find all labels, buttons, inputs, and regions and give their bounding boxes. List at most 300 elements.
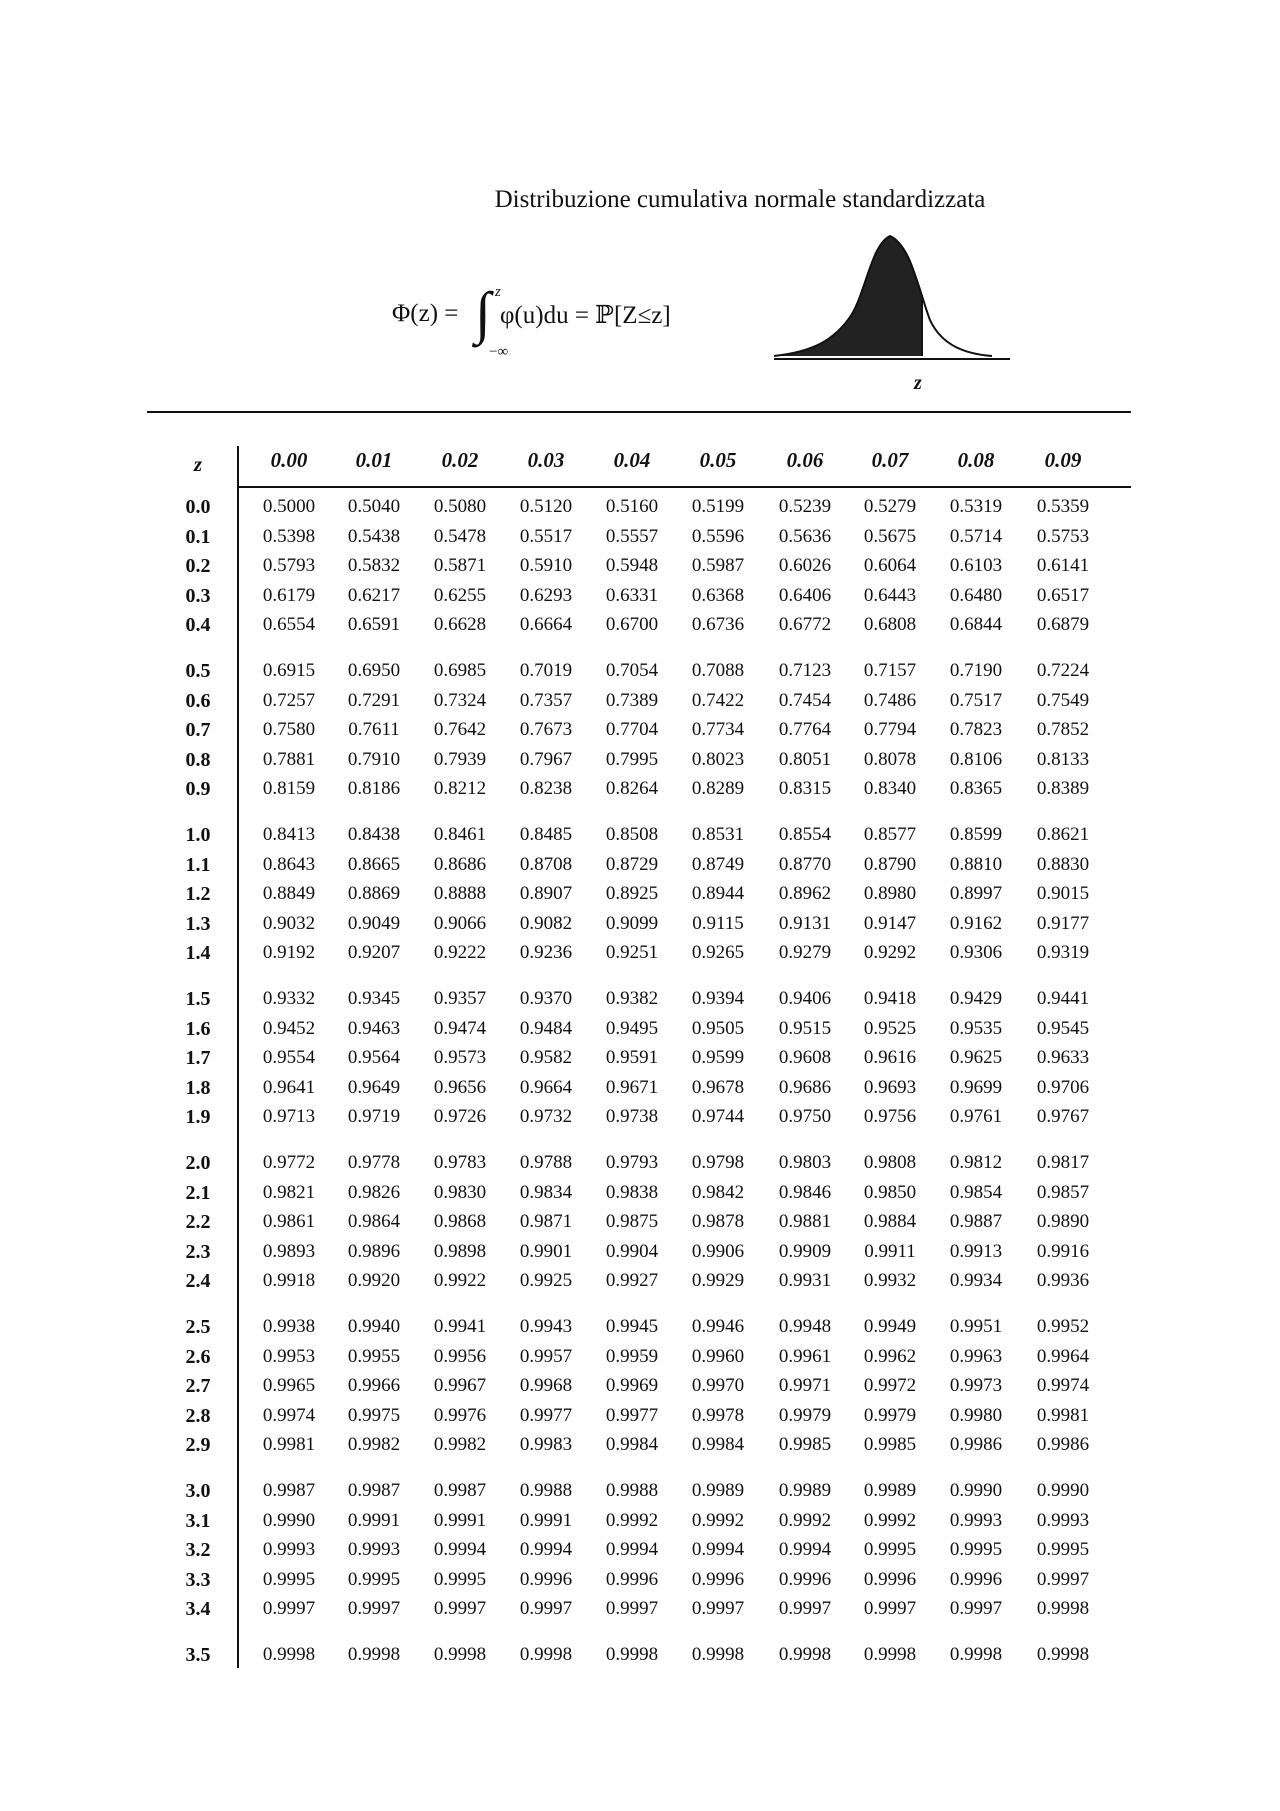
probability-cell: 0.9966: [347, 1375, 401, 1397]
z-value-cell: 1.4: [185, 942, 211, 965]
probability-cell: 0.9761: [949, 1106, 1003, 1128]
probability-cell: 0.7486: [863, 689, 917, 711]
probability-cell: 0.9997: [691, 1598, 745, 1620]
probability-cell: 0.9994: [605, 1539, 659, 1561]
probability-cell: 0.9994: [433, 1539, 487, 1561]
probability-cell: 0.9934: [949, 1270, 1003, 1292]
probability-cell: 0.9981: [262, 1434, 316, 1456]
probability-cell: 0.9980: [949, 1404, 1003, 1426]
probability-cell: 0.6443: [863, 584, 917, 606]
probability-cell: 0.9993: [1036, 1509, 1090, 1531]
probability-cell: 0.5319: [949, 496, 1003, 517]
probability-cell: 0.9015: [1036, 883, 1090, 905]
probability-cell: 0.7422: [691, 689, 745, 711]
probability-cell: 0.9995: [1036, 1539, 1090, 1561]
probability-cell: 0.9982: [433, 1434, 487, 1456]
z-value-cell: 0.5: [185, 660, 211, 682]
z-value-cell: 2.6: [185, 1345, 211, 1368]
probability-cell: 0.9995: [863, 1539, 917, 1561]
z-value-cell: 1.1: [185, 853, 211, 876]
z-value-cell: 0.0: [185, 496, 211, 518]
probability-cell: 0.9719: [347, 1106, 401, 1128]
probability-cell: 0.9656: [433, 1076, 487, 1098]
probability-cell: 0.8554: [778, 824, 832, 845]
probability-cell: 0.9306: [949, 942, 1003, 964]
probability-cell: 0.6368: [691, 584, 745, 606]
probability-cell: 0.9898: [433, 1240, 487, 1262]
probability-cell: 0.9983: [519, 1434, 573, 1456]
probability-cell: 0.7324: [433, 689, 487, 711]
probability-cell: 0.7157: [863, 660, 917, 681]
probability-cell: 0.5239: [778, 496, 832, 517]
probability-cell: 0.7764: [778, 719, 832, 741]
probability-cell: 0.9192: [262, 942, 316, 964]
z-value-cell: 1.0: [185, 824, 211, 846]
z-value-cell: 3.3: [185, 1568, 211, 1591]
probability-cell: 0.9319: [1036, 942, 1090, 964]
probability-cell: 0.7734: [691, 719, 745, 741]
probability-cell: 0.9608: [778, 1047, 832, 1069]
probability-cell: 0.7291: [347, 689, 401, 711]
probability-cell: 0.9131: [778, 912, 832, 934]
probability-cell: 0.9875: [605, 1211, 659, 1233]
probability-cell: 0.7910: [347, 748, 401, 770]
z-column-header: z: [193, 452, 203, 476]
probability-cell: 0.9970: [691, 1375, 745, 1397]
formula-integrand: φ(u)du = ℙ[Z≤z]: [500, 302, 671, 329]
probability-cell: 0.9997: [1036, 1568, 1090, 1590]
probability-cell: 0.8599: [949, 824, 1003, 845]
probability-cell: 0.8485: [519, 824, 573, 845]
probability-cell: 0.9988: [605, 1480, 659, 1501]
probability-cell: 0.7357: [519, 689, 573, 711]
probability-cell: 0.7967: [519, 748, 573, 770]
probability-cell: 0.9591: [605, 1047, 659, 1069]
probability-cell: 0.9951: [949, 1316, 1003, 1337]
probability-cell: 0.6591: [347, 614, 401, 636]
probability-cell: 0.7054: [605, 660, 659, 681]
z-value-cell: 0.3: [185, 584, 211, 607]
probability-cell: 0.9726: [433, 1106, 487, 1128]
z-value-cell: 1.9: [185, 1106, 211, 1129]
curve-z-label: z: [914, 372, 922, 394]
probability-cell: 0.8997: [949, 883, 1003, 905]
probability-cell: 0.9992: [605, 1509, 659, 1531]
probability-cell: 0.9887: [949, 1211, 1003, 1233]
probability-cell: 0.9953: [262, 1345, 316, 1367]
probability-cell: 0.9996: [863, 1568, 917, 1590]
probability-cell: 0.9985: [863, 1434, 917, 1456]
probability-cell: 0.5793: [262, 555, 316, 577]
probability-cell: 0.6736: [691, 614, 745, 636]
column-header: 0.02: [441, 448, 479, 472]
probability-cell: 0.9767: [1036, 1106, 1090, 1128]
table-top-rule: [147, 411, 1131, 413]
probability-cell: 0.8078: [863, 748, 917, 770]
probability-cell: 0.9969: [605, 1375, 659, 1397]
probability-cell: 0.9850: [863, 1181, 917, 1203]
probability-cell: 0.9998: [262, 1644, 316, 1665]
probability-cell: 0.8051: [778, 748, 832, 770]
probability-cell: 0.9441: [1036, 988, 1090, 1009]
probability-cell: 0.9920: [347, 1270, 401, 1292]
probability-cell: 0.8159: [262, 778, 316, 800]
probability-cell: 0.9946: [691, 1316, 745, 1337]
probability-cell: 0.9987: [347, 1480, 401, 1501]
probability-cell: 0.9573: [433, 1047, 487, 1069]
probability-cell: 0.9842: [691, 1181, 745, 1203]
probability-cell: 0.9995: [347, 1568, 401, 1590]
z-value-cell: 3.2: [185, 1539, 211, 1562]
probability-cell: 0.6915: [262, 660, 316, 681]
probability-cell: 0.8729: [605, 853, 659, 875]
probability-cell: 0.9931: [778, 1270, 832, 1292]
probability-cell: 0.9927: [605, 1270, 659, 1292]
probability-cell: 0.9452: [262, 1017, 316, 1039]
probability-cell: 0.5080: [433, 496, 487, 517]
probability-cell: 0.9788: [519, 1152, 573, 1173]
probability-cell: 0.7852: [1036, 719, 1090, 741]
probability-cell: 0.8686: [433, 853, 487, 875]
probability-cell: 0.9793: [605, 1152, 659, 1173]
column-header: 0.05: [699, 448, 737, 472]
probability-cell: 0.9641: [262, 1076, 316, 1098]
probability-cell: 0.8708: [519, 853, 573, 875]
probability-cell: 0.9998: [1036, 1644, 1090, 1665]
probability-cell: 0.9979: [778, 1404, 832, 1426]
probability-cell: 0.9633: [1036, 1047, 1090, 1069]
probability-cell: 0.7881: [262, 748, 316, 770]
probability-cell: 0.9996: [519, 1568, 573, 1590]
probability-cell: 0.9973: [949, 1375, 1003, 1397]
probability-cell: 0.9992: [778, 1509, 832, 1531]
probability-cell: 0.5596: [691, 525, 745, 547]
page-title: Distribuzione cumulativa normale standardizzata: [494, 186, 986, 213]
probability-cell: 0.9998: [1036, 1598, 1090, 1620]
probability-cell: 0.9525: [863, 1017, 917, 1039]
probability-cell: 0.9429: [949, 988, 1003, 1009]
probability-cell: 0.9678: [691, 1076, 745, 1098]
probability-cell: 0.9332: [262, 988, 316, 1009]
probability-cell: 0.7794: [863, 719, 917, 741]
probability-cell: 0.8289: [691, 778, 745, 800]
z-value-cell: 2.1: [185, 1181, 211, 1204]
probability-cell: 0.9693: [863, 1076, 917, 1098]
probability-cell: 0.9798: [691, 1152, 745, 1173]
probability-cell: 0.9916: [1036, 1240, 1090, 1262]
probability-cell: 0.9868: [433, 1211, 487, 1233]
probability-cell: 0.9956: [433, 1345, 487, 1367]
probability-cell: 0.9922: [433, 1270, 487, 1292]
probability-cell: 0.6141: [1036, 555, 1090, 577]
probability-cell: 0.8577: [863, 824, 917, 845]
probability-cell: 0.9991: [347, 1509, 401, 1531]
probability-cell: 0.9959: [605, 1345, 659, 1367]
probability-cell: 0.9918: [262, 1270, 316, 1292]
probability-cell: 0.7995: [605, 748, 659, 770]
probability-cell: 0.8413: [262, 824, 316, 845]
probability-cell: 0.9987: [262, 1480, 316, 1501]
probability-cell: 0.9671: [605, 1076, 659, 1098]
probability-cell: 0.9967: [433, 1375, 487, 1397]
probability-cell: 0.9998: [863, 1644, 917, 1665]
probability-cell: 0.9996: [778, 1568, 832, 1590]
z-value-cell: 2.7: [185, 1375, 211, 1398]
probability-cell: 0.9147: [863, 912, 917, 934]
probability-cell: 0.9991: [433, 1509, 487, 1531]
z-value-cell: 1.3: [185, 912, 211, 935]
probability-cell: 0.9854: [949, 1181, 1003, 1203]
probability-cell: 0.9808: [863, 1152, 917, 1173]
probability-cell: 0.9979: [863, 1404, 917, 1426]
probability-cell: 0.9997: [863, 1598, 917, 1620]
table-vertical-rule: [237, 446, 239, 1668]
shaded-area: [774, 236, 922, 356]
probability-cell: 0.9952: [1036, 1316, 1090, 1337]
probability-cell: 0.6480: [949, 584, 1003, 606]
probability-cell: 0.9989: [778, 1480, 832, 1501]
probability-cell: 0.8770: [778, 853, 832, 875]
probability-cell: 0.8340: [863, 778, 917, 800]
probability-cell: 0.9162: [949, 912, 1003, 934]
probability-cell: 0.6064: [863, 555, 917, 577]
probability-cell: 0.9821: [262, 1181, 316, 1203]
probability-cell: 0.9940: [347, 1316, 401, 1337]
probability-cell: 0.8106: [949, 748, 1003, 770]
probability-cell: 0.9625: [949, 1047, 1003, 1069]
probability-cell: 0.9545: [1036, 1017, 1090, 1039]
probability-cell: 0.7823: [949, 719, 1003, 741]
probability-cell: 0.8962: [778, 883, 832, 905]
probability-cell: 0.9732: [519, 1106, 573, 1128]
z-value-cell: 2.5: [185, 1316, 211, 1338]
probability-cell: 0.8869: [347, 883, 401, 905]
probability-cell: 0.6700: [605, 614, 659, 636]
probability-cell: 0.9961: [778, 1345, 832, 1367]
probability-cell: 0.9995: [949, 1539, 1003, 1561]
probability-cell: 0.9099: [605, 912, 659, 934]
probability-cell: 0.9992: [863, 1509, 917, 1531]
probability-cell: 0.5636: [778, 525, 832, 547]
probability-cell: 0.9982: [347, 1434, 401, 1456]
probability-cell: 0.9998: [691, 1644, 745, 1665]
probability-cell: 0.7517: [949, 689, 1003, 711]
probability-cell: 0.6664: [519, 614, 573, 636]
z-value-cell: 3.1: [185, 1509, 211, 1532]
probability-cell: 0.9995: [433, 1568, 487, 1590]
probability-cell: 0.9803: [778, 1152, 832, 1173]
probability-cell: 0.7673: [519, 719, 573, 741]
probability-cell: 0.9977: [605, 1404, 659, 1426]
probability-cell: 0.6179: [262, 584, 316, 606]
probability-cell: 0.9664: [519, 1076, 573, 1098]
probability-cell: 0.5279: [863, 496, 917, 517]
probability-cell: 0.9857: [1036, 1181, 1090, 1203]
probability-cell: 0.7580: [262, 719, 316, 741]
probability-cell: 0.5910: [519, 555, 573, 577]
table-header-rule: [237, 486, 1131, 488]
integral-upper-limit: z: [495, 284, 501, 300]
probability-cell: 0.8531: [691, 824, 745, 845]
probability-cell: 0.9998: [778, 1644, 832, 1665]
z-value-cell: 3.0: [185, 1480, 211, 1502]
z-value-cell: 0.7: [185, 719, 211, 742]
probability-cell: 0.9988: [519, 1480, 573, 1501]
probability-cell: 0.9997: [778, 1598, 832, 1620]
probability-cell: 0.9846: [778, 1181, 832, 1203]
z-value-cell: 0.6: [185, 689, 211, 712]
probability-cell: 0.9909: [778, 1240, 832, 1262]
probability-cell: 0.5160: [605, 496, 659, 517]
probability-cell: 0.6331: [605, 584, 659, 606]
cdf-formula: [392, 262, 712, 362]
probability-cell: 0.8810: [949, 853, 1003, 875]
probability-cell: 0.6985: [433, 660, 487, 681]
probability-cell: 0.8749: [691, 853, 745, 875]
probability-cell: 0.9906: [691, 1240, 745, 1262]
probability-cell: 0.9997: [949, 1598, 1003, 1620]
probability-cell: 0.9996: [949, 1568, 1003, 1590]
probability-cell: 0.9032: [262, 912, 316, 934]
probability-cell: 0.9890: [1036, 1211, 1090, 1233]
probability-cell: 0.9279: [778, 942, 832, 964]
probability-cell: 0.7704: [605, 719, 659, 741]
probability-cell: 0.9968: [519, 1375, 573, 1397]
probability-cell: 0.6879: [1036, 614, 1090, 636]
probability-cell: 0.9357: [433, 988, 487, 1009]
probability-cell: 0.5398: [262, 525, 316, 547]
probability-cell: 0.9991: [519, 1509, 573, 1531]
probability-cell: 0.9984: [605, 1434, 659, 1456]
probability-cell: 0.9971: [778, 1375, 832, 1397]
probability-cell: 0.9998: [949, 1644, 1003, 1665]
probability-cell: 0.8315: [778, 778, 832, 800]
probability-cell: 0.8925: [605, 883, 659, 905]
probability-cell: 0.6406: [778, 584, 832, 606]
z-value-cell: 3.4: [185, 1598, 211, 1621]
probability-cell: 0.9082: [519, 912, 573, 934]
probability-cell: 0.7549: [1036, 689, 1090, 711]
probability-cell: 0.9977: [519, 1404, 573, 1426]
probability-cell: 0.8212: [433, 778, 487, 800]
probability-cell: 0.9772: [262, 1152, 316, 1173]
probability-cell: 0.9974: [1036, 1375, 1090, 1397]
z-value-cell: 1.2: [185, 883, 211, 906]
probability-cell: 0.5948: [605, 555, 659, 577]
probability-cell: 0.8665: [347, 853, 401, 875]
probability-cell: 0.9778: [347, 1152, 401, 1173]
column-header: 0.09: [1044, 448, 1082, 472]
probability-cell: 0.9948: [778, 1316, 832, 1337]
probability-cell: 0.5871: [433, 555, 487, 577]
z-value-cell: 1.6: [185, 1017, 211, 1040]
probability-cell: 0.9989: [863, 1480, 917, 1501]
probability-cell: 0.9115: [692, 912, 744, 934]
probability-cell: 0.5478: [433, 525, 487, 547]
probability-cell: 0.5517: [519, 525, 573, 547]
probability-cell: 0.9990: [1036, 1480, 1090, 1501]
probability-cell: 0.9505: [691, 1017, 745, 1039]
probability-cell: 0.6026: [778, 555, 832, 577]
z-value-cell: 2.8: [185, 1404, 211, 1427]
probability-cell: 0.5714: [949, 525, 1003, 547]
probability-cell: 0.6255: [433, 584, 487, 606]
probability-cell: 0.8438: [347, 824, 401, 845]
probability-cell: 0.9616: [863, 1047, 917, 1069]
probability-cell: 0.8023: [691, 748, 745, 770]
probability-cell: 0.9925: [519, 1270, 573, 1292]
probability-cell: 0.7611: [348, 719, 400, 741]
probability-cell: 0.9932: [863, 1270, 917, 1292]
column-header: 0.06: [786, 448, 824, 472]
probability-cell: 0.9370: [519, 988, 573, 1009]
probability-cell: 0.9989: [691, 1480, 745, 1501]
probability-cell: 0.8830: [1036, 853, 1090, 875]
column-header: 0.01: [355, 448, 393, 472]
integral-lower-limit: −∞: [489, 344, 509, 360]
probability-cell: 0.9463: [347, 1017, 401, 1039]
probability-cell: 0.9997: [519, 1598, 573, 1620]
probability-cell: 0.7123: [778, 660, 832, 681]
probability-cell: 0.9993: [949, 1509, 1003, 1531]
probability-cell: 0.9495: [605, 1017, 659, 1039]
z-value-cell: 1.5: [185, 988, 211, 1010]
probability-cell: 0.8186: [347, 778, 401, 800]
probability-cell: 0.9949: [863, 1316, 917, 1337]
probability-cell: 0.6293: [519, 584, 573, 606]
probability-cell: 0.9345: [347, 988, 401, 1009]
probability-cell: 0.8389: [1036, 778, 1090, 800]
probability-cell: 0.7454: [778, 689, 832, 711]
probability-cell: 0.9049: [347, 912, 401, 934]
probability-cell: 0.5040: [347, 496, 401, 517]
probability-cell: 0.7257: [262, 689, 316, 711]
probability-cell: 0.9881: [778, 1211, 832, 1233]
probability-cell: 0.9993: [262, 1539, 316, 1561]
probability-cell: 0.9904: [605, 1240, 659, 1262]
formula-lhs: Φ(z) =: [392, 300, 459, 327]
probability-cell: 0.9838: [605, 1181, 659, 1203]
probability-cell: 0.9418: [863, 988, 917, 1009]
probability-cell: 0.5359: [1036, 496, 1090, 517]
probability-cell: 0.9996: [691, 1568, 745, 1590]
probability-cell: 0.9997: [433, 1598, 487, 1620]
probability-cell: 0.9861: [262, 1211, 316, 1233]
z-value-cell: 2.4: [185, 1270, 211, 1293]
z-value-cell: 2.2: [185, 1211, 211, 1234]
probability-cell: 0.7939: [433, 748, 487, 770]
z-value-cell: 1.7: [185, 1047, 211, 1070]
probability-cell: 0.9974: [262, 1404, 316, 1426]
probability-cell: 0.9812: [949, 1152, 1003, 1173]
probability-cell: 0.9986: [949, 1434, 1003, 1456]
probability-cell: 0.9998: [519, 1644, 573, 1665]
probability-cell: 0.9981: [1036, 1404, 1090, 1426]
probability-cell: 0.9995: [262, 1568, 316, 1590]
probability-cell: 0.9830: [433, 1181, 487, 1203]
probability-cell: 0.9987: [433, 1480, 487, 1501]
probability-cell: 0.9962: [863, 1345, 917, 1367]
column-header: 0.07: [871, 448, 909, 472]
probability-cell: 0.9993: [347, 1539, 401, 1561]
probability-cell: 0.9992: [691, 1509, 745, 1531]
probability-cell: 0.7642: [433, 719, 487, 741]
probability-cell: 0.9878: [691, 1211, 745, 1233]
probability-cell: 0.5438: [347, 525, 401, 547]
probability-cell: 0.9515: [778, 1017, 832, 1039]
probability-cell: 0.6628: [433, 614, 487, 636]
probability-cell: 0.8643: [262, 853, 316, 875]
